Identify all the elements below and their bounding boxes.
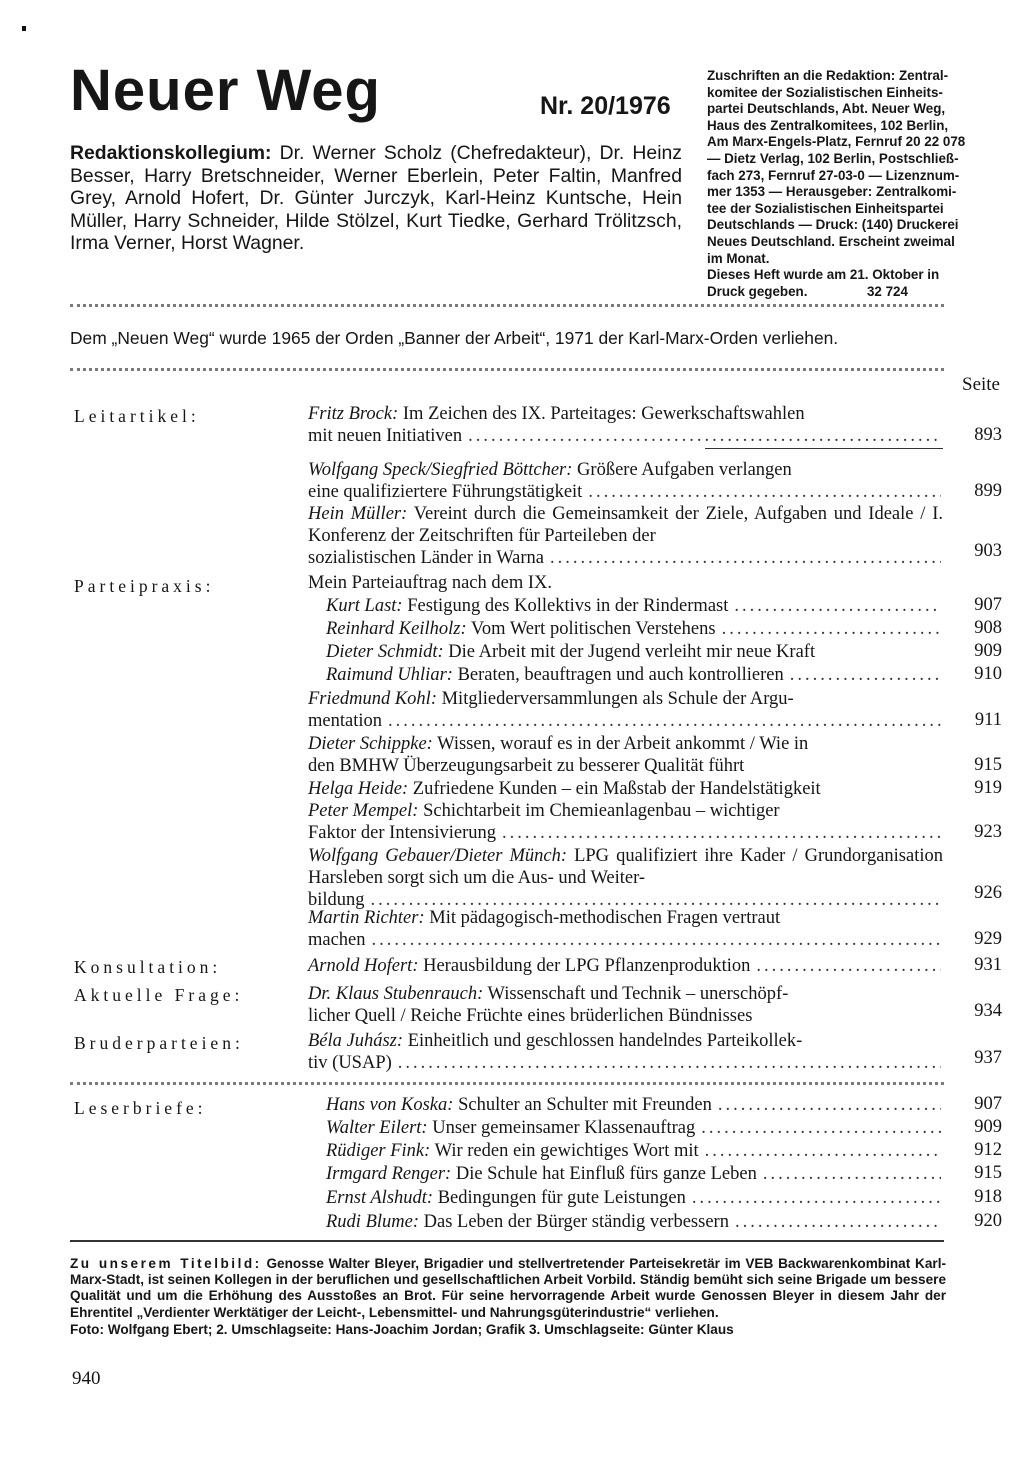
- section-label-konsultation: Konsultation:: [74, 957, 222, 977]
- toc-entry[interactable]: [308, 733, 943, 777]
- editorial-board: [70, 142, 682, 255]
- page-number: 940: [72, 1368, 101, 1389]
- entry-page: 920: [974, 1211, 1002, 1231]
- toc-entry[interactable]: [326, 1140, 943, 1162]
- imprint-line: Neues Deutschland. Erscheint zweimal: [707, 233, 955, 249]
- leader-dots: [705, 1140, 941, 1162]
- imprint-line: Dieses Heft wurde am 21. Oktober in: [707, 267, 940, 283]
- caption-text: Genosse Walter Bleyer, Brigadier und stellvertretender Parteisekretär im VEB Backwarenkombinat Karl-Marx-Stadt, ist seinen Kollegen in der beruflichen und gesellschaftlichen Arbeit Vorbild. Ständig bemüht sich seine Brigade um bessere Qualität und um die Erhöhung des Ausstoßes an Brot. Für seine hervorragende Arbeit wurde Genossen Bleyer in diesem Jahr der Ehrentitel „Verdienter Werktätiger der Leicht-, Lebensmittel- und Nahrungsgüterindustrie“ verliehen.: [70, 1256, 947, 1320]
- entry-page: 923: [974, 822, 1002, 842]
- entry-page: 918: [974, 1187, 1002, 1207]
- toc-entry[interactable]: [326, 1187, 943, 1209]
- board-label: Redaktionskollegium:: [70, 142, 272, 164]
- leader-dots: [388, 710, 941, 732]
- entry-page: 915: [974, 755, 1002, 775]
- entry-title: Beraten, beauftragen und auch kontrollieren: [457, 665, 784, 685]
- toc-entry[interactable]: [308, 503, 943, 569]
- leader-dots: [756, 955, 941, 977]
- photo-credits: Foto: Wolfgang Ebert; 2. Umschlagseite: Hans-Joachim Jordan; Grafik 3. Umschlagseite: Günter Klaus: [70, 1322, 734, 1337]
- entry-page: 915: [974, 1163, 1002, 1183]
- entry-page: 909: [974, 1117, 1002, 1137]
- leader-dots: [692, 1187, 941, 1209]
- divider: [70, 1082, 944, 1085]
- leader-dots: [550, 547, 941, 569]
- imprint-line: im Monat.: [707, 250, 770, 266]
- entry-author: Wolfgang Speck/Siegfried Böttcher:: [308, 460, 573, 480]
- entry-page: 907: [974, 595, 1002, 615]
- toc-entry[interactable]: [308, 459, 943, 503]
- leader-dots: [718, 1094, 941, 1116]
- imprint-line: fach 273, Fernruf 27-03-0 — Lizenznum-: [707, 167, 960, 183]
- masthead-title: Neuer Weg: [70, 58, 381, 123]
- imprint-line: tee der Sozialistischen Einheitspartei: [707, 200, 944, 216]
- leader-dots: [722, 618, 941, 640]
- entry-author: Ernst Alshudt:: [326, 1188, 434, 1208]
- entry-title-end: licher Quell / Reiche Früchte eines brüderlichen Bündnisses: [308, 1006, 753, 1026]
- entry-page: 934: [974, 1001, 1002, 1021]
- entry-page: 907: [974, 1094, 1002, 1114]
- leader-dots: [502, 822, 941, 844]
- section-label-leserbriefe: Leserbriefe:: [74, 1098, 207, 1118]
- entry-page: 912: [974, 1140, 1002, 1160]
- imprint-line: komitee der Sozialistischen Einheits-: [707, 84, 943, 100]
- imprint: [707, 68, 999, 300]
- entry-page: 908: [974, 618, 1002, 638]
- entry-author: Kurt Last:: [326, 596, 403, 616]
- entry-title: Das Leben der Bürger ständig verbessern: [423, 1212, 729, 1232]
- toc-entry[interactable]: [326, 664, 943, 686]
- entry-page: 899: [974, 481, 1002, 501]
- leader-dots: [372, 929, 941, 951]
- entry-author: Peter Mempel:: [308, 801, 419, 821]
- entry-title: Mit pädagogisch-methodischen Fragen vertraut: [429, 908, 781, 928]
- entry-title: Wissenschaft und Technik – unerschöpf-: [487, 984, 789, 1004]
- entry-title: Unser gemeinsamer Klassenauftrag: [432, 1118, 696, 1138]
- entry-author: Dieter Schmidt:: [326, 642, 444, 662]
- imprint-line: mer 1353 — Herausgeber: Zentralkomi-: [707, 184, 957, 200]
- entry-title: LPG qualifiziert ihre Kader / Grundorganisation Harsleben sorgt sich um die Aus- und Weiter-: [308, 846, 943, 888]
- leader-dots: [735, 1211, 941, 1233]
- entry-page: 910: [974, 664, 1002, 684]
- toc-entry[interactable]: [308, 688, 943, 732]
- entry-title: Vereint durch die Gemeinsamkeit der Ziele, Aufgaben und Ideale / I. Konferenz der Zeitschriften für Parteileben der: [308, 504, 943, 546]
- entry-author: Dr. Klaus Stubenrauch:: [308, 984, 484, 1004]
- entry-author: Fritz Brock:: [308, 404, 399, 424]
- entry-title: Wissen, worauf es in der Arbeit ankommt / Wie in: [437, 734, 809, 754]
- entry-title-end: mentation: [308, 711, 382, 731]
- toc-entry[interactable]: [308, 778, 943, 800]
- section-label-bruderparteien: Bruderparteien:: [74, 1033, 244, 1053]
- leader-dots: [588, 481, 941, 503]
- entry-title: Schichtarbeit im Chemieanlagenbau – wichtiger: [423, 801, 780, 821]
- leader-dots: [398, 1052, 941, 1074]
- toc-entry[interactable]: [326, 618, 943, 640]
- caption-label: Zu unserem Titelbild:: [70, 1256, 262, 1271]
- entry-title-end: den BMHW Überzeugungsarbeit zu besserer Qualität führt: [308, 756, 745, 776]
- entry-title: Größere Aufgaben verlangen: [577, 460, 792, 480]
- entry-page: 929: [974, 929, 1002, 949]
- divider: [70, 368, 944, 371]
- entry-title: Die Schule hat Einfluß fürs ganze Leben: [455, 1164, 757, 1184]
- entry-page: 931: [974, 955, 1002, 975]
- imprint-line: partei Deutschlands, Abt. Neuer Weg,: [707, 101, 946, 117]
- entry-page: 909: [974, 641, 1002, 661]
- entry-title-end: Faktor der Intensivierung: [308, 823, 497, 843]
- entry-title-end: sozialistischen Länder in Warna: [308, 548, 545, 568]
- entry-page: 919: [974, 778, 1002, 798]
- cover-caption: [70, 1256, 946, 1321]
- entry-title: Vom Wert politischen Verstehens: [470, 619, 716, 639]
- toc-entry[interactable]: [308, 983, 943, 1027]
- entry-author: Wolfgang Gebauer/Dieter Münch:: [308, 846, 568, 866]
- entry-title-end: machen: [308, 930, 366, 950]
- toc-entry[interactable]: [308, 907, 943, 951]
- leader-dots: [763, 1163, 941, 1185]
- board-members: Dr. Werner Scholz (Chefredakteur), Dr. Heinz Besser, Harry Bretschneider, Werner Eberlein, Peter Faltin, Manfred Grey, Arnold Hofert, Dr. Günter Jurczyk, Karl-Heinz Kuntsche, Hein Müller, Harry Schneider, Hilde Stölzel, Kurt Tiedke, Gerhard Trölitzsch, Irma Verner, Horst Wagner.: [70, 142, 682, 255]
- entry-page: 937: [974, 1048, 1002, 1068]
- toc-entry[interactable]: [326, 641, 943, 663]
- entry-author: Rudi Blume:: [326, 1212, 419, 1232]
- entry-title-end: eine qualifiziertere Führungstätigkeit: [308, 482, 583, 502]
- entry-title: Schulter an Schulter mit Freunden: [458, 1095, 712, 1115]
- entry-author: Raimund Uhliar:: [326, 665, 453, 685]
- toc-entry[interactable]: [308, 955, 943, 977]
- leader-dots: [734, 595, 941, 617]
- toc-entry[interactable]: [308, 800, 943, 844]
- entry-title: Im Zeichen des IX. Parteitages: Gewerkschaftswahlen: [402, 404, 805, 424]
- entry-author: Martin Richter:: [308, 908, 425, 928]
- entry-page: 911: [974, 710, 1002, 730]
- entry-title: Festigung des Kollektivs in der Rindermast: [407, 596, 729, 616]
- entry-title: Die Arbeit mit der Jugend verleiht mir neue Kraft: [448, 642, 816, 662]
- entry-title: Zufriedene Kunden – ein Maßstab der Handelstätigkeit: [412, 779, 821, 799]
- imprint-line: Am Marx-Engels-Platz, Fernruf 20 22 078: [707, 134, 966, 150]
- entry-group-title: Mein Parteiauftrag nach dem IX.: [308, 573, 553, 593]
- entry-author: Arnold Hofert:: [308, 956, 419, 976]
- section-label-aktuelle-frage: Aktuelle Frage:: [74, 985, 244, 1005]
- entry-title-end: mit neuen Initiativen: [308, 426, 463, 446]
- toc-entry[interactable]: [326, 1117, 943, 1139]
- toc-entry[interactable]: [326, 595, 943, 617]
- entry-title: Einheitlich und geschlossen handelndes Parteikollek-: [407, 1031, 803, 1051]
- entry-title-end: tiv (USAP): [308, 1053, 392, 1073]
- imprint-line: Deutschlands — Druck: (140) Druckerei: [707, 217, 959, 233]
- award-line: Dem „Neuen Weg“ wurde 1965 der Orden „Banner der Arbeit“, 1971 der Karl-Marx-Orden verliehen.: [70, 328, 839, 348]
- leader-dots: [701, 1117, 941, 1139]
- toc-entry[interactable]: [308, 1030, 943, 1074]
- entry-page: 893: [974, 425, 1002, 445]
- entry-title: Mitgliederversammlungen als Schule der Argu-: [441, 689, 794, 709]
- toc-entry[interactable]: [326, 1211, 943, 1233]
- entry-author: Irmgard Renger:: [326, 1164, 452, 1184]
- entry-author: Walter Eilert:: [326, 1118, 428, 1138]
- entry-title: Herausbildung der LPG Pflanzenproduktion: [423, 956, 751, 976]
- entry-title: Wir reden ein gewichtiges Wort mit: [434, 1141, 699, 1161]
- divider: [70, 304, 944, 307]
- toc-entry[interactable]: [326, 1094, 943, 1116]
- divider: [70, 1240, 944, 1242]
- entry-author: Friedmund Kohl:: [308, 689, 437, 709]
- entry-author: Rüdiger Fink:: [326, 1141, 431, 1161]
- imprint-line: Haus des Zentralkomitees, 102 Berlin,: [707, 117, 949, 133]
- entry-page: 903: [974, 541, 1002, 561]
- issue-number: Nr. 20/1976: [540, 92, 671, 120]
- entry-author: Hein Müller:: [308, 504, 408, 524]
- entry-author: Reinhard Keilholz:: [326, 619, 467, 639]
- corner-mark: [22, 26, 26, 31]
- imprint-line: Zuschriften an die Redaktion: Zentral-: [707, 68, 949, 83]
- imprint-line: Druck gegeben. 32 724: [707, 283, 908, 299]
- imprint-line: — Dietz Verlag, 102 Berlin, Postschließ-: [707, 150, 959, 166]
- toc-entry[interactable]: [308, 403, 943, 447]
- leader-dots: [790, 664, 941, 686]
- section-label-leitartikel: Leitartikel:: [74, 406, 200, 426]
- entry-author: Béla Juhász:: [308, 1031, 404, 1051]
- section-label-parteipraxis: Parteipraxis:: [74, 576, 215, 596]
- entry-author: Hans von Koska:: [326, 1095, 454, 1115]
- entry-title: Bedingungen für gute Leistungen: [437, 1188, 686, 1208]
- entry-page: 926: [974, 883, 1002, 903]
- entry-title-end: bildung: [308, 890, 365, 910]
- leader-dots: [468, 425, 941, 447]
- short-divider: [705, 448, 943, 449]
- entry-author: Helga Heide:: [308, 779, 409, 799]
- toc-entry[interactable]: [308, 845, 943, 911]
- toc-entry[interactable]: [326, 1163, 943, 1185]
- entry-author: Dieter Schippke:: [308, 734, 433, 754]
- page-column-label: Seite: [962, 374, 1000, 395]
